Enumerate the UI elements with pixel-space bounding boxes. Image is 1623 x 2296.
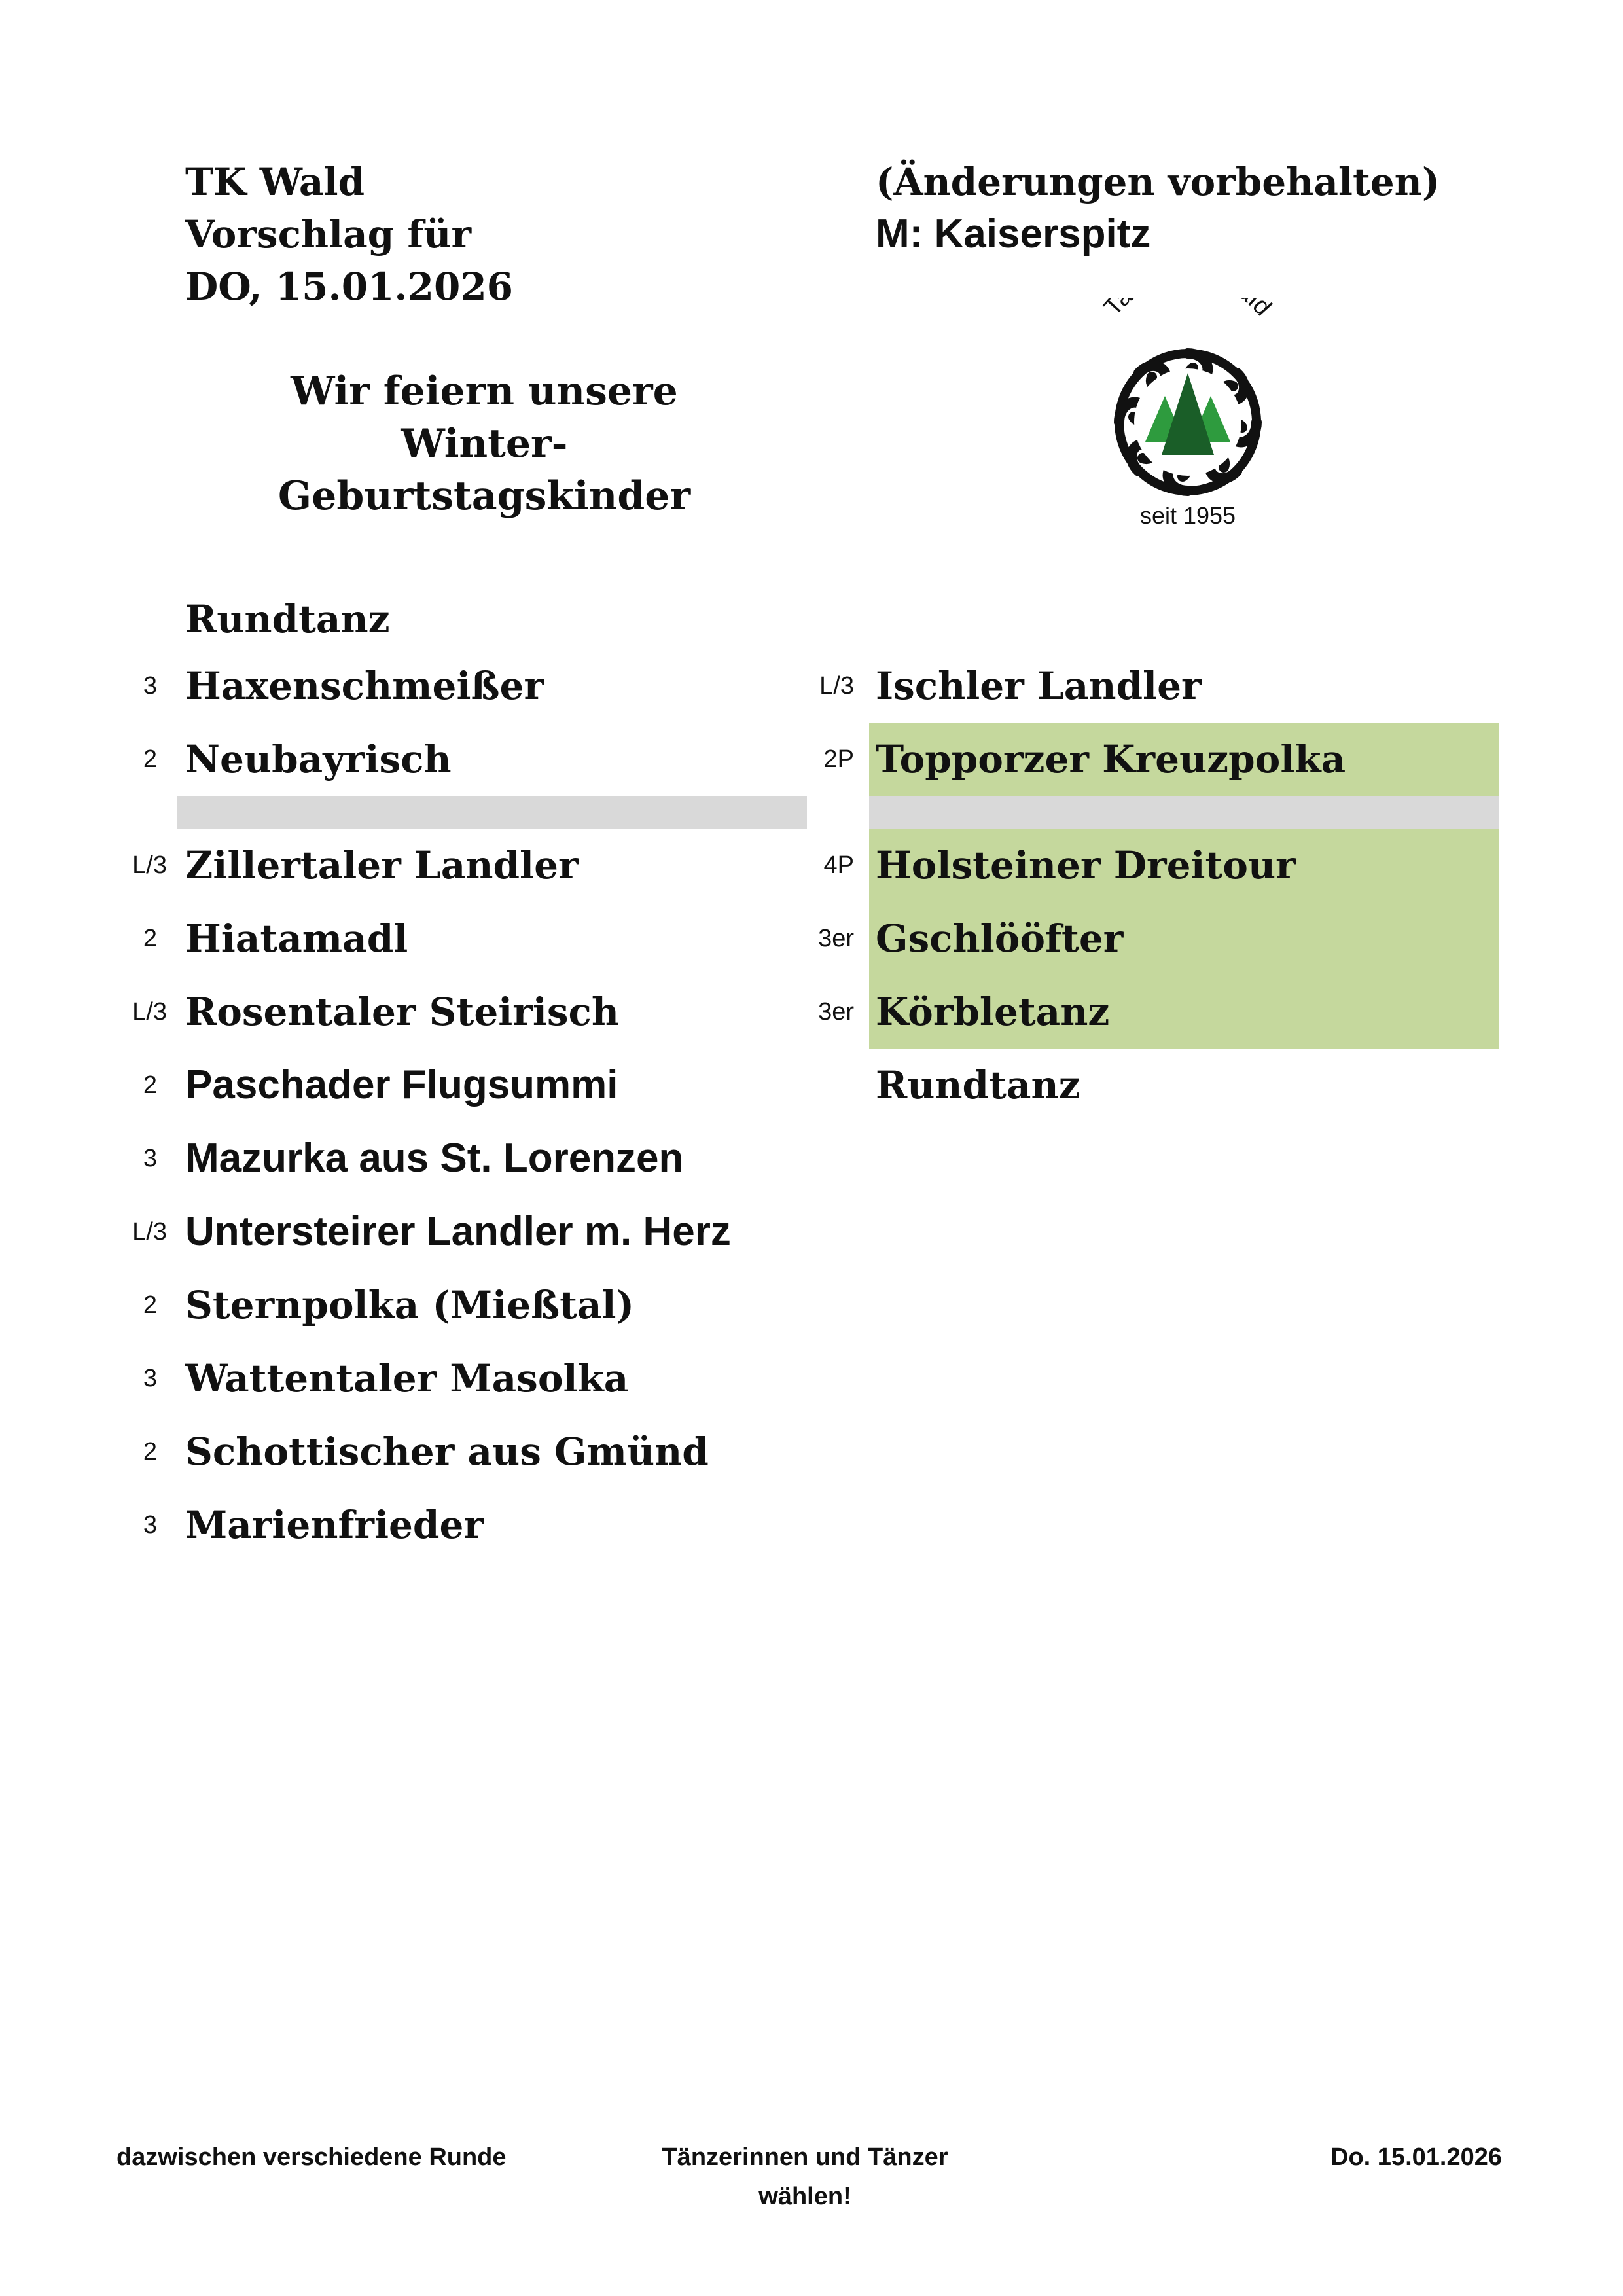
dance-name: Körbletanz <box>876 990 1110 1034</box>
list-item <box>812 649 1623 723</box>
dance-name: Hiatamadl <box>185 916 408 961</box>
dance-meter: L/3 <box>132 1218 167 1246</box>
dance-meter: 2P <box>823 745 854 773</box>
dance-name: Sternpolka (Mießtal) <box>185 1283 635 1327</box>
footer-center-line-2: wählen! <box>758 2183 851 2210</box>
dance-name: Neubayrisch <box>185 737 452 781</box>
list-item <box>0 649 812 723</box>
list-item <box>0 1049 812 1122</box>
changes-reserved-note: (Änderungen vorbehalten) <box>876 160 1440 204</box>
separator-right <box>869 796 1499 829</box>
list-item <box>0 1488 812 1562</box>
motto-line-2: Winter- <box>401 421 568 467</box>
left-intro-rundtanz: Rundtanz <box>185 597 390 641</box>
list-item <box>0 1342 812 1415</box>
dance-name: Ischler Landler <box>876 664 1202 708</box>
dance-meter: 3 <box>143 1365 157 1392</box>
dance-meter <box>789 1049 854 1122</box>
dance-meter: 3er <box>818 925 854 952</box>
dance-name: Gschlööfter <box>876 916 1124 961</box>
list-item <box>812 723 1623 796</box>
dance-meter: L/3 <box>819 672 854 700</box>
logo-arc-textpath: T ld <box>1098 298 1277 321</box>
dance-name: Topporzer Kreuzpolka <box>876 737 1346 781</box>
separator-left <box>177 796 807 829</box>
dance-name: Paschader Flugsummi <box>185 1062 618 1107</box>
footer-date: Do. 15.01.2026 <box>1330 2144 1502 2171</box>
list-item <box>0 829 812 902</box>
dance-meter: L/3 <box>132 852 167 879</box>
logo-arc-text <box>1099 298 1277 321</box>
dance-meter: 3 <box>143 672 157 700</box>
list-item <box>0 1195 812 1268</box>
footer-left-note: dazwischen verschiedene Runde <box>116 2144 507 2171</box>
music-credit: M: Kaiserspitz <box>876 211 1151 257</box>
dance-name: Holsteiner Dreitour <box>876 843 1296 888</box>
motto-line-3: Geburtstagskinder <box>277 473 691 519</box>
list-item <box>0 723 812 796</box>
proposal-label: Vorschlag für <box>185 212 472 257</box>
logo-since-text: seit 1955 <box>1139 502 1236 529</box>
list-item <box>0 902 812 975</box>
dance-name: Haxenschmeißer <box>185 664 544 708</box>
dance-name: Zillertaler Landler <box>185 843 579 888</box>
dance-name: Rosentaler Steirisch <box>185 990 620 1034</box>
dance-name: Rundtanz <box>876 1063 1080 1107</box>
dance-meter: 2 <box>143 1438 157 1465</box>
dance-meter: L/3 <box>132 998 167 1026</box>
club-logo <box>1080 298 1296 533</box>
club-name: TK Wald <box>185 160 365 204</box>
list-item <box>0 1122 812 1195</box>
footer-center-note <box>628 2138 982 2216</box>
dance-name: Untersteirer Landler m. Herz <box>185 1209 731 1254</box>
dance-name: Mazurka aus St. Lorenzen <box>185 1136 684 1181</box>
motto-line-1: Wir feiern unsere <box>291 368 678 414</box>
list-item <box>812 1049 1623 1122</box>
list-item <box>0 975 812 1049</box>
list-item <box>812 975 1623 1049</box>
dance-name: Wattentaler Masolka <box>185 1356 629 1401</box>
dance-meter: 2 <box>143 745 157 773</box>
dance-meter: 3 <box>143 1511 157 1539</box>
dance-meter: 3er <box>818 998 854 1026</box>
list-item <box>812 902 1623 975</box>
list-item <box>0 1268 812 1342</box>
list-item <box>0 1415 812 1488</box>
motto-heading <box>262 365 707 522</box>
footer-center-line-1: Tänzerinnen und Tänzer <box>662 2144 948 2171</box>
dance-meter: 2 <box>143 1291 157 1319</box>
dance-meter: 2 <box>143 925 157 952</box>
dance-name: Schottischer aus Gmünd <box>185 1429 709 1474</box>
logo-graphic <box>1080 298 1296 533</box>
dance-meter: 2 <box>143 1071 157 1099</box>
dance-meter: 4P <box>823 852 854 879</box>
list-item <box>812 829 1623 902</box>
dance-name: Marienfrieder <box>185 1503 484 1547</box>
event-date: DO, 15.01.2026 <box>185 264 514 309</box>
dance-meter: 3 <box>143 1145 157 1172</box>
